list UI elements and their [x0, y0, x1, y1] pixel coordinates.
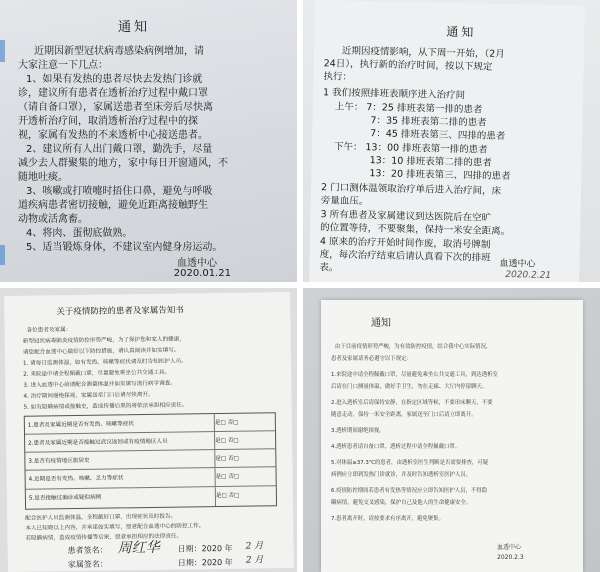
- notice-line: 近期因疫情影响，从下周一开始，（2月: [341, 45, 505, 60]
- notice-line: 5、适当锻炼身体，不建议室内健身房运动。: [26, 242, 223, 253]
- question-text: 2.患者及家属近期是否接触过武汉返回或有疫情地区人员: [28, 438, 168, 447]
- notice-photo-2: [303, 0, 600, 282]
- notice-line: 3.透析期间谢绝探视。: [331, 428, 385, 434]
- form-line: 各位患者及家属：: [26, 327, 72, 334]
- notice-line: 4、将肉、蛋彻底做熟。: [26, 228, 133, 239]
- notice-line: 病例应立即到发热门诊就诊，并及时告知透析室医护人员。: [331, 472, 472, 478]
- table-row: [26, 486, 276, 508]
- notice-line: 4 原来的治疗开始时间作废，取消号牌制: [319, 236, 491, 251]
- question-text: 4.近期是否有发热、咳嗽、乏力等症状: [28, 475, 124, 483]
- notice-line: 减少去人群聚集的地方，家中每日开窗通风，不: [18, 158, 228, 169]
- notice-title: 通知: [371, 318, 391, 329]
- notice-line: 7.患者离开时，请按要求有序离开，避免聚集。: [331, 516, 444, 522]
- notice-paper: [309, 0, 585, 282]
- notice-line: 表。: [319, 262, 339, 274]
- no-checkbox[interactable]: 否□: [228, 455, 239, 462]
- question-text: 1.患者及家属近期是否有发热、咳嗽等症状: [27, 421, 134, 429]
- family-signature-label: 家属签名：: [67, 559, 108, 570]
- questionnaire-table: [24, 412, 277, 510]
- consent-form-photo: [0, 288, 297, 572]
- notice-photo-1: [0, 0, 297, 282]
- form-line: 5. 如有隐瞒病情或接触史，造成传播后果的将依法承担相应责任。: [23, 402, 188, 411]
- yes-checkbox[interactable]: 是□: [214, 419, 226, 427]
- notice-line: 道疾病患者密切接触，避免近距离接触野生: [18, 200, 208, 211]
- notice-line: 7：45 排班表第三、四排的患者: [370, 128, 506, 143]
- no-checkbox[interactable]: 否□: [228, 492, 240, 499]
- form-line: 3. 进入血透中心前请配合测量体温并如实填写流行病学调查。: [23, 380, 176, 389]
- form-line: 1. 请每日监测体温，如有发热、咳嗽等症状请及时告知医护人员。: [22, 358, 187, 367]
- notice-line: 1.来院途中请全程佩戴口罩，尽量避免乘坐公共交通工具，到达透析室: [331, 372, 498, 378]
- notice-line: 2、建议所有人出门戴口罩，勤洗手，尽量: [26, 144, 213, 155]
- notice-line: 视，家属有发热的不来透析中心接送患者。: [18, 130, 208, 141]
- answer-cell[interactable]: [214, 413, 275, 431]
- notice-line: 大家注意一下几点：: [18, 60, 108, 71]
- no-checkbox[interactable]: 否□: [227, 437, 239, 444]
- patient-signature-label: 患者签名：: [67, 545, 108, 556]
- notice-line: 上午： 7：25 排班表第一排的患者: [334, 101, 483, 116]
- question-text: 3.是否有疫情地区旅居史: [28, 457, 90, 465]
- notice-line: 4.透析患者请自备口罩，透析过程中请全程佩戴口罩。: [331, 444, 461, 450]
- form-title: 关于疫情防控的患者及家属告知书: [56, 305, 184, 318]
- notice-title: 通知: [446, 24, 477, 40]
- notice-line: 诊，建议所有患者在透析治疗过程中戴口罩: [18, 88, 208, 99]
- notice-line: 执行：: [323, 71, 353, 83]
- notice-org: 血透中心: [177, 258, 217, 269]
- answer-cell[interactable]: [215, 486, 276, 506]
- answer-cell[interactable]: [215, 467, 276, 486]
- form-line: 本人已知晓以上内容，并承诺如实填写，愿意配合血透中心的防控工作。: [25, 523, 205, 532]
- notice-title: 通知: [118, 20, 151, 35]
- patient-date-month: 2 月: [245, 541, 264, 552]
- form-line: 配合医护人员监测体温，全程戴好口罩，出现症状及时报告。: [25, 513, 177, 522]
- notice-line: 由于目前疫情形势严峻，为有效防控疫情，结合我中心实际情况，: [335, 344, 492, 350]
- notice-paper: [321, 300, 583, 572]
- notice-line: 2.进入透析室后请保持安静，在指定区域等候，不要串床聊天，不要: [331, 400, 493, 406]
- notice-line: 开透析治疗间，取消透析治疗过程中的探: [18, 116, 198, 127]
- tape-mark: [0, 245, 5, 265]
- yes-checkbox[interactable]: 是□: [215, 455, 227, 463]
- notice-line: 6.疫情防控期间若患者有发热等情况应立即告知医护人员，不得隐: [331, 488, 488, 494]
- consent-form-paper: [4, 292, 294, 572]
- notice-line: 随意走动，保持一米安全距离，家属送至门口后请立即离开。: [331, 412, 477, 418]
- notice-line: 的位置等待，不要聚集，保持一米安全距离。: [320, 222, 511, 238]
- yes-checkbox[interactable]: 是□: [215, 473, 227, 481]
- notice-date: 2020.2.21: [505, 270, 552, 282]
- yes-checkbox[interactable]: 是□: [215, 492, 227, 500]
- notice-line: 13：10 排班表第二排的患者: [369, 155, 492, 169]
- notice-line: 1、如果有发热的患者尽快去发热门诊就: [26, 74, 203, 85]
- form-line: 新型冠状病毒肺炎疫情防控形势严峻，为了保护您和家人的健康，: [22, 336, 185, 345]
- notice-line: 近期因新型冠状病毒感染病例增加，请: [34, 46, 204, 57]
- notice-line: 3、咳嗽或打喷嚏时捂住口鼻，避免与呼吸: [26, 186, 213, 197]
- tape-mark: [0, 40, 5, 62]
- notice-line: 后请在门口测量体温，做好手卫生，勿在走廊、大厅内停留聊天。: [331, 384, 488, 390]
- notice-date: 2020.01.21: [173, 268, 231, 279]
- notice-line: 24日），执行新的治疗时间，按以下规定: [323, 58, 493, 73]
- form-line: 若隐瞒病情，造成疫情传播等后果，愿意承担相应的法律责任。: [25, 533, 183, 542]
- notice-org: 血透中心: [499, 258, 536, 270]
- no-checkbox[interactable]: 否□: [228, 473, 240, 480]
- notice-line: 5.对体温≥37.3℃的患者，由透析室医生判断是否需要排查，可疑: [331, 460, 489, 466]
- patient-signature: 周红华: [117, 539, 160, 557]
- notice-date: 2020.2.3: [497, 554, 524, 561]
- notice-line: 2 门口测体温领取治疗单后进入治疗间，床: [320, 182, 502, 197]
- notice-line: （请自备口罩），家属送患者至床旁后尽快离: [18, 102, 213, 113]
- notice-line: 3 所有患者及家属建议到达医院后在空旷: [320, 209, 492, 224]
- no-checkbox[interactable]: 否□: [227, 419, 239, 426]
- patient-date-label: 日期：2020 年: [177, 543, 233, 554]
- notice-line: 1 我们按照排班表顺序进入治疗间: [322, 87, 466, 102]
- notice-line: 旁量血压。: [320, 195, 369, 208]
- notice-line: 13：20 排班表第三、四排的患者: [369, 168, 511, 183]
- notice-line: 动物或活禽畜。: [18, 214, 88, 225]
- notice-line: 7：35 排班表第二排的患者: [370, 115, 487, 129]
- notice-line: 瞒病情，避免交叉感染，保护自己及他人的生命健康安全。: [331, 500, 472, 506]
- form-line: 4. 治疗期间谢绝探视，家属送至门口后请尽快离开。: [23, 391, 154, 400]
- answer-cell[interactable]: [214, 449, 275, 467]
- family-date-label: 日期：2020 年: [177, 557, 233, 568]
- notice-line: 随地吐痰。: [18, 172, 68, 183]
- form-line: 请您配合血透中心做好以下防控措施，请认真阅读并如实填写。: [22, 347, 180, 356]
- notice-photo-4: [303, 288, 600, 572]
- yes-checkbox[interactable]: 是□: [215, 437, 227, 445]
- question-text: 5.是否接触过确诊或疑似病例: [28, 494, 102, 502]
- notice-org: 血透中心: [497, 544, 522, 551]
- notice-line: 下午： 13：00 排班表第一排的患者: [333, 141, 488, 156]
- answer-cell[interactable]: [214, 431, 275, 449]
- notice-line: 患者及家属请务必遵守以下规定：: [331, 356, 412, 362]
- family-date-month: 2 月: [245, 555, 264, 566]
- notice-line: 度，每次治疗结束后请认真看下次的排班: [319, 249, 491, 264]
- form-line: 2. 来院途中请全程佩戴口罩，尽量避免乘坐公共交通工具。: [23, 369, 171, 378]
